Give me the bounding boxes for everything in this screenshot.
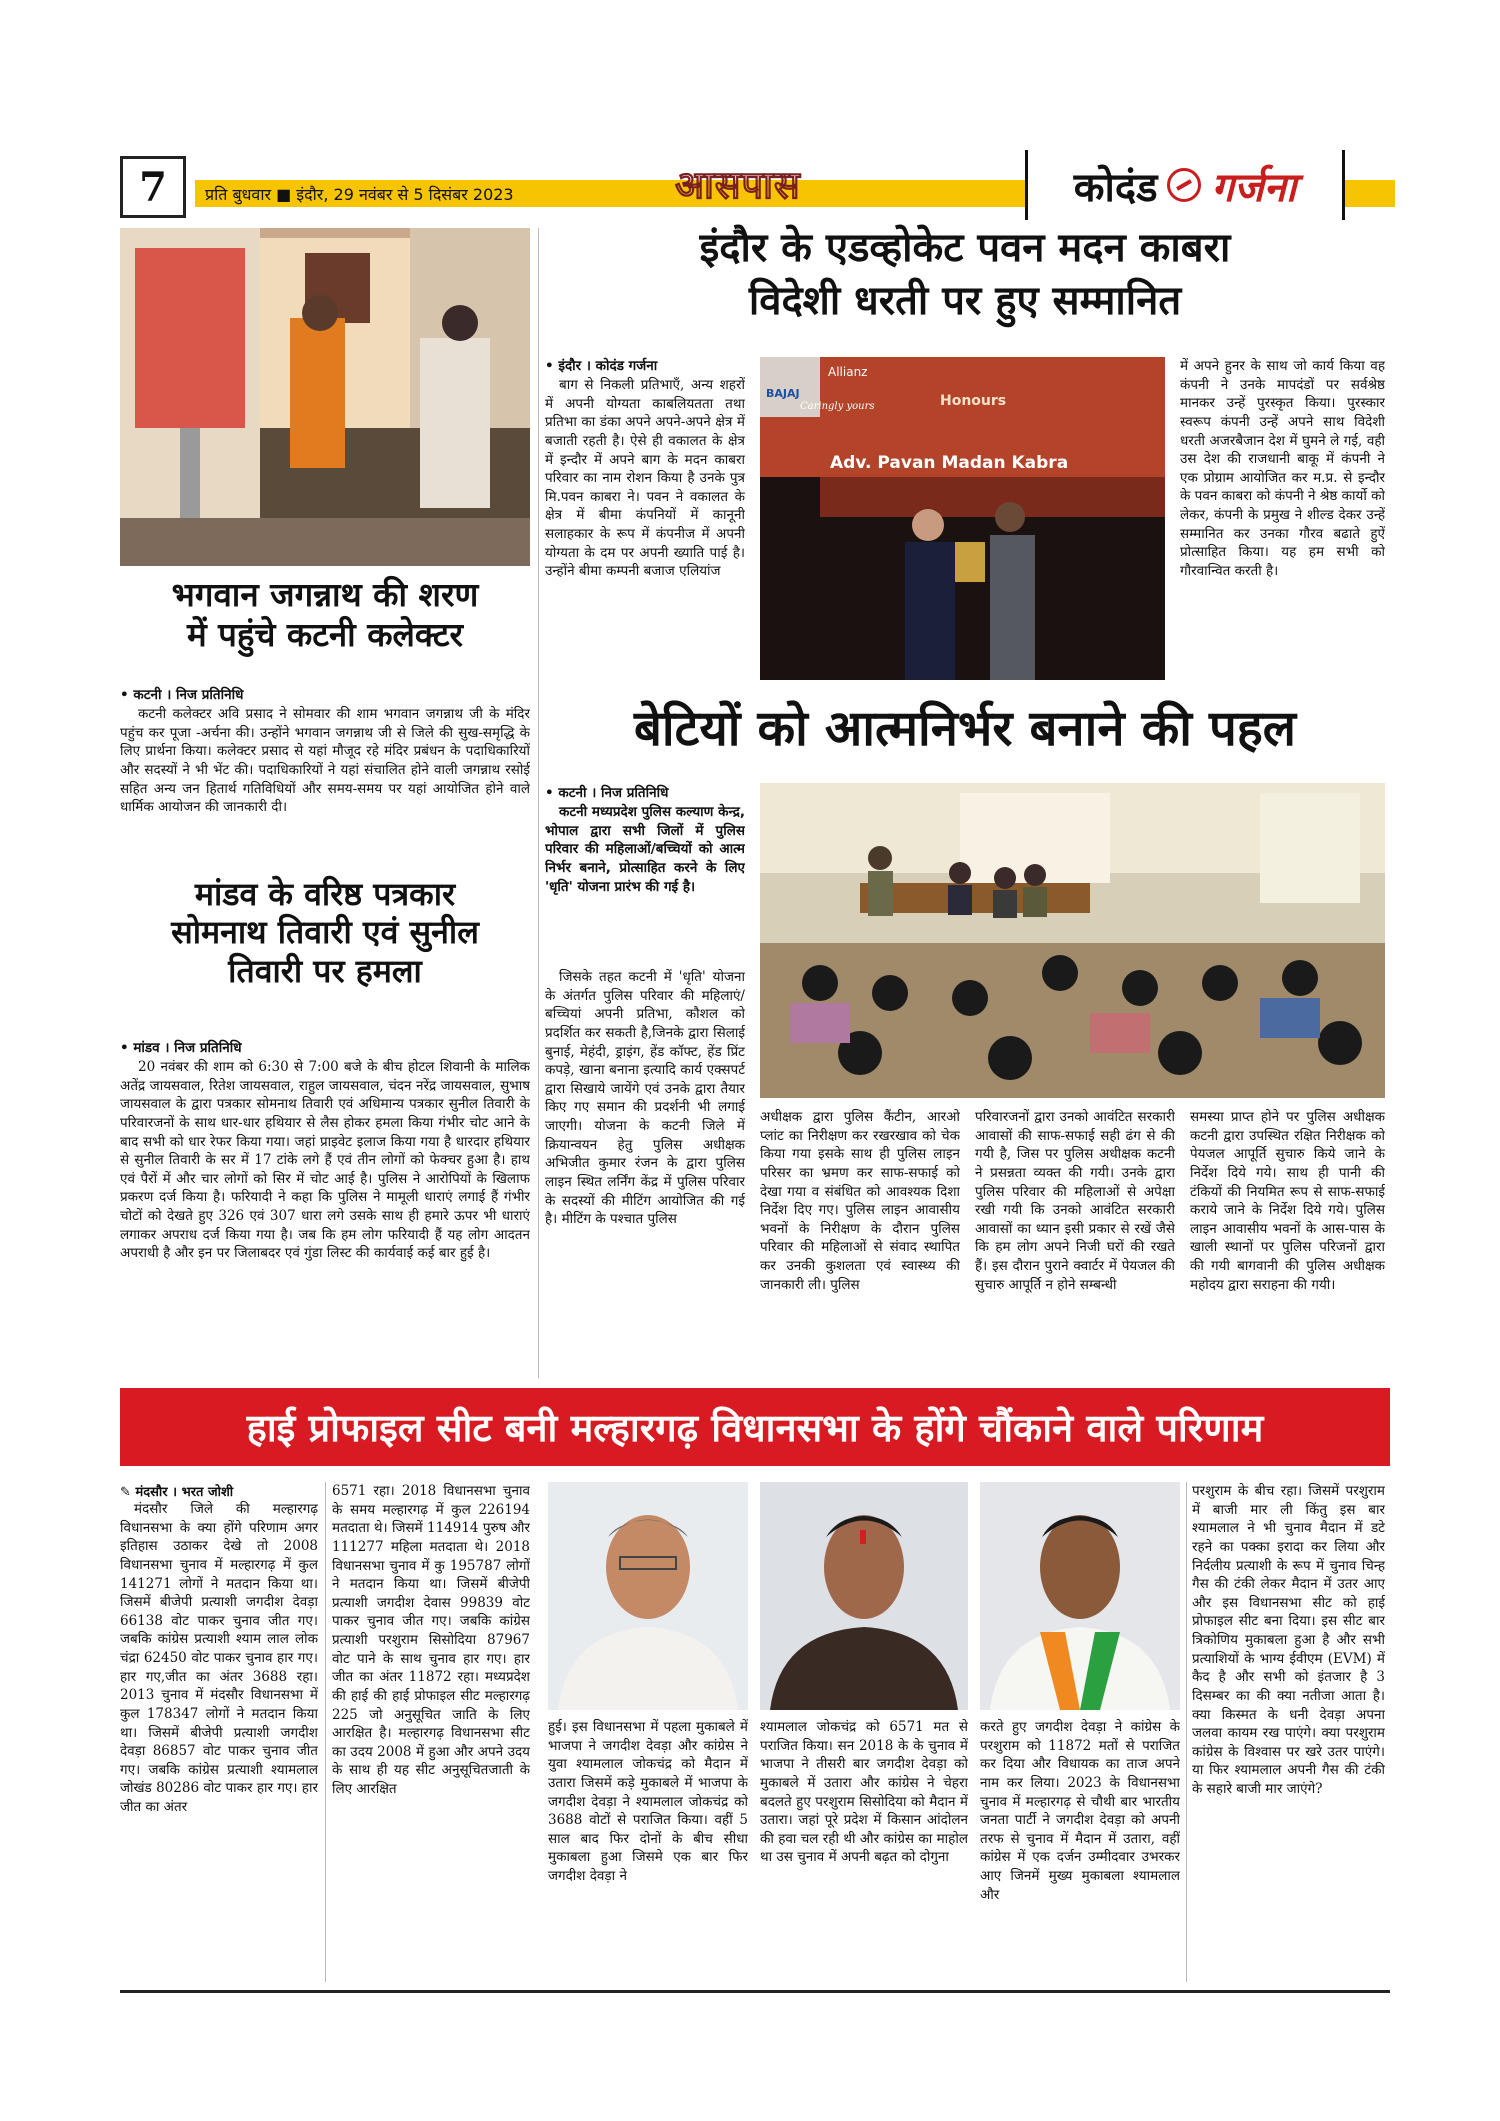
screen-name: Adv. Pavan Madan Kabra [830, 453, 1069, 473]
award-ceremony-photo [760, 357, 1165, 680]
jagannath-headline-line1: भगवान जगन्नाथ की शरण [171, 575, 479, 614]
advocate-headline-line1: इंदौर के एडव्होकेट पवन मदन काबरा [699, 225, 1231, 271]
advocate-byline: • इंदौर । कोदंड गर्जना [545, 358, 658, 374]
page-number-box [120, 156, 186, 218]
malhargarh-col5: करते हुए जगदीश देवड़ा ने कांग्रेस के परशुराम को 11872 मतों से पराजित कर दिया और विधायक का ताज अपने नाम कर लिया। 2023 के विधानसभा चुनाव में मल्हारगढ़ से चौथी बार भारतीय जनता पार्टी ने जगदीश देवड़ा को अपनी तरफ से चुनाव में मैदान में उतारा, वहीं कांग्रेस में एक दर्जन उम्मीदवार उभरकर आए जिनमें मुख्य मुकाबला श्यामलाल और [980, 1719, 1180, 1903]
column-divider [1186, 1482, 1187, 1982]
mandav-headline [120, 875, 530, 990]
malhargarh-col3: हुई। इस विधानसभा में पहला मुकाबले में भाजपा ने जगदीश देवड़ा और कांग्रेस ने युवा श्यामलाल जोकचंद्र को मैदान में उतारा जिसमें कड़े मुकाबले में भाजपा के जगदीश देवड़ा ने श्यामलाल जोकचंद्र को 3688 वोटों से पराजित किया। वहीं 5 साल बाद फिर दोनों के बीच सीधा मुकाबला हुआ जिसमे एक बार फिर जगदीश देवड़ा ने [548, 1719, 748, 1884]
jagannath-temple-photo [120, 228, 530, 566]
brand-name-part2: गर्जना [1211, 164, 1297, 211]
malhargarh-col1: मंदसौर जिले की मल्हारगढ़ विधानसभा के क्या होंगे परिणाम अगर इतिहास उठाकर देखे तो 2008 विधानसभा चुनाव में मल्हारगढ़ में कुल 141271 लोगों ने मतदान किया था। जिसमें बीजेपी प्रत्याशी जगदीश देवड़ा 66138 वोट पाकर चुनाव जीत गए। जबकि कांग्रेस प्रत्याशी श्याम लाल लोक चंद्रा 62450 वोट पाकर चुनाव हार गए। हार गए,जीत का अंतर 3688 रहा। 2013 चुनाव में मंदसौर विधानसभा में कुल 178347 लोगों ने मतदान किया था। जिसमें बीजेपी प्रत्याशी जगदीश देवड़ा 86857 वोट पाकर चुनाव जीत गए। जबकि कांग्रेस प्रत्याशी श्यामलाल जोखंड 80286 वोट पाकर हार गए। हार जीत का अंतर [120, 1501, 318, 1815]
mandav-headline-line3: तिवारी पर हमला [228, 951, 422, 990]
betiyon-col3: परिवारजनों द्वारा उनको आवंटित सरकारी आवासों की साफ-सफाई सही ढंग से की गयी है, जिस पर पुलिस अधीक्षक कटनी ने प्रसन्नता व्यक्त की गयी। उनके द्वारा पुलिस परिवार की महिलाओं से अपेक्षा रखी गयी कि उनको आवंटित सरकारी आवासों का ध्यान इसी प्रकार से रखें जैसे कि हम लोग अपने निजी घरों की रखते हैं। इस दौरान पुराने क्वार्टर में पेयजल की सुचारु आपूर्ति न होने सम्बन्धी [975, 1109, 1175, 1293]
mandav-body: 20 नवंबर की शाम को 6:30 से 7:00 बजे के बीच होटल शिवानी के मालिक अतेंद्र जायसवाल, रितेश जायसवाल, राहुल जायसवाल, चंदन नरेंद्र जायसवाल, सुभाष जायसवाल के द्वारा पत्रकार सोमनाथ तिवारी एवं अधिमान्य पत्रकार सुनील तिवारी के परिवारजनों के साथ धार-धार हथियार से लैस होकर हमला किया गंभीर चोट आने के बाद सभी को धार रेफर किया गया। जहां प्राइवेट इलाज किया गया है धारदार हथियार से सुनील तिवारी के सर में 17 टांके लगे हैं एवं तीन लोगों को फेक्चर हुआ है। हाथ एवं पैरों में और चार लोगों को सिर में चोट आई है। पुलिस ने आरोपियों के खिलाफ प्रकरण दर्ज किया है। फरियादी ने कहा कि पुलिस ने मामूली धाराएं लगाई हैं गंभीर चोटों को देखते हुए 326 एवं 307 धारा लगे उसके साथ ही हमारे ऊपर भी धाराएं लगाकर अपराध दर्ज किया गया है। जब कि हम लोग फरियादी हैं यह लोग आदतन अपराधी है और इन पर जिलाबदर एवं गुंडा लिस्ट की कार्यवाई कई बार हुई है। [120, 1059, 530, 1262]
malhargarh-byline-text: मंदसौर । भरत जोशी [135, 1485, 234, 1500]
betiyon-headline: बेटियों को आत्मनिर्भर बनाने की पहल [633, 700, 1297, 757]
screen-logo-bajaj: BAJAJ [766, 387, 800, 400]
malhargarh-col4: श्यामलाल जोकचंद्र को 6571 मत से पराजित किया। सन 2018 के के चुनाव में भाजपा ने तीसरी बार जगदीश देवड़ा को मुकाबले में उतारा और कांग्रेस ने चेहरा बदलते हुए परशुराम सिसोदिया को मैदान में उतारा। जहां पूरे प्रदेश में किसान आंदोलन की हवा चल रही थी और कांग्रेस का माहोल था उस चुनाव में अपनी बढ़त को दोगुना [760, 1719, 968, 1866]
malhargarh-byline [120, 1482, 233, 1500]
betiyon-byline: • कटनी । निज प्रतिनिधि [545, 785, 669, 801]
jagannath-headline-line2: में पहुंचे कटनी कलेक्टर [186, 614, 464, 654]
advocate-headline-line2: विदेशी धरती पर हुए सम्मानित [748, 277, 1182, 324]
column-divider [325, 1482, 326, 1982]
advocate-col1: बाग से निकली प्रतिभाएँ, अन्य शहरों में अपनी योग्यता काबलियतता तथा प्रतिभा का डंका अपने अपने-अपने क्षेत्र में बजाती रहती है। ऐसे ही वकालत के क्षेत्र में इन्दौर में अपने बाग के मदन काबरा परिवार का नाम रोशन किया है उनके पुत्र मि.पवन काबरा ने। पवन ने वकालत के क्षेत्र में बीमा कंपनियों में कानूनी सलाहकार के रूप में कंपनीज में अपनी योग्यता के दम पर अपनी ख्याति पाई है। उन्होंने बीमा कम्पनी बजाज एलियांज [545, 377, 745, 580]
advocate-headline [545, 222, 1385, 328]
betiyon-col4: समस्या प्राप्त होने पर पुलिस अधीक्षक कटनी द्वारा उपस्थित रक्षित निरीक्षक को पेयजल आपूर्ति सुचारु किये जाने के निर्देश दिये गये। साथ ही पानी की टंकियों की नियमित रूप से साफ-सफाई कराये जाने के निर्देश दिये गये। पुलिस लाइन आवासीय भवनों के आस-पास के खाली स्थानों पर पुलिस परिजनों द्वारा की गयी बागवानी की पुलिस अधीक्षक महोदय द्वारा सराहना की गयी। [1190, 1109, 1385, 1293]
newspaper-logo [1025, 150, 1345, 220]
mandav-byline: • मांडव । निज प्रतिनिधि [120, 1040, 242, 1056]
malhargarh-headline-bar [120, 1388, 1390, 1466]
jagannath-body: कटनी कलेक्टर अवि प्रसाद ने सोमवार की शाम भगवान जगन्नाथ जी के मंदिर पहुंच कर पूजा -अर्चना की। उन्होंने भगवान जगन्नाथ जी से जिले की सुख-समृद्धि के लिए प्रार्थना किया। कलेक्टर प्रसाद से यहां मौजूद रहे मंदिर प्रबंधन के पदाधिकारियों और सदस्यों ने भी भेंट की। पदाधिकारियों ने यहां संचालित होने वाली जगन्नाथ रसोई सहित अन्य जन हितार्थ गतिविधियों और समय-समय पर यहां आयोजित होने वाले धार्मिक आयोजन की जानकारी दी। [120, 706, 530, 816]
brand-name-part1: कोदंड [1073, 164, 1158, 211]
screen-heading: Honours [940, 393, 1007, 409]
screen-logo-allianz: Allianz [828, 365, 868, 379]
screen-tagline: Caringly yours [800, 401, 875, 412]
jagannath-headline [120, 575, 530, 654]
page-number: 7 [139, 163, 167, 211]
malhargarh-col2: 6571 रहा। 2018 विधानसभा चुनाव के समय मल्हारगढ़ में कुल 226194 मतदाता थे। जिसमें 114914 पुरुष और 111277 महिला मतदाता थे। 2018 विधानसभा चुनाव में कु 195787 लोगों ने मतदान किया था। जिसमें बीजेपी प्रत्याशी जगदीश देवास 99839 वोट पाकर चुनाव जीत गए। जबकि कांग्रेस प्रत्याशी परशुराम सिसोदिया 87967 वोट पाने के साथ चुनाव हार गए। हार जीत का अंतर 11872 रहा। मध्यप्रदेश की हाई की हाई प्रोफाइल सीट मल्हारगढ़ 225 जो अनुसूचित जाति के लिए आरक्षित है। मल्हारगढ़ विधानसभा सीट का उदय 2008 में हुआ और अपने उदय के साथ ही यह सीट अनुसूचितजाती के लिए आरक्षित [332, 1483, 530, 1797]
candidate-photo-jagdish-devda [548, 1482, 748, 1710]
betiyon-col2: अधीक्षक द्वारा पुलिस कैंटीन, आरओ प्लांट का निरीक्षण कर रखरखाव को चेक किया गया इसके साथ ही पुलिस लाइन परिसर का भ्रमण कर साफ-सफाई को देखा गया व संबंधित को आवश्यक दिशा निर्देश दिए गए। पुलिस लाइन आवासीय भवनों के निरीक्षण के दौरान पुलिस परिवार की महिलाओं से संवाद स्थापित कर उनकी कुशलता एवं स्वास्थ्य की जानकारी ली। पुलिस [760, 1109, 960, 1293]
dateline: प्रति बुधवार ■ इंदौर, 29 नवंबर से 5 दिसंबर 2023 [205, 185, 514, 204]
betiyon-col1: जिसके तहत कटनी में 'धृति' योजना के अंतर्गत पुलिस परिवार की महिलाएं/बच्चियां अपनी प्रतिभा, कौशल को प्रदर्शित कर सकती है,जिनके द्वारा सिलाई बुनाई, मेहंदी, ड्राइंग, हेंड कॉफ्ट, हेंड प्रिंट कपड़े, खाना बनाना इत्यादि कार्य एक्सपर्ट द्वारा सिखाये जायेंगे एवं उनके द्वारा तैयार किए गए समान की प्रदर्शनी भी लगाई जाएगी। योजना के कटनी जिले में क्रियान्वयन हेतु पुलिस अधीक्षक अभिजीत कुमार रंजन के द्वारा पुलिस लाइन स्थित लर्निंग केंद्र में पुलिस परिवार के सदस्यों की मीटिंग आयोजित की गई है। मीटिंग के पश्चात पुलिस [545, 969, 745, 1228]
pen-icon: ✎ [120, 1485, 131, 1500]
betiyon-lead: कटनी मध्यप्रदेश पुलिस कल्याण केन्द्र, भोपाल द्वारा सभी जिलों में पुलिस परिवार की महिलाओं/बच्चियों को आत्म निर्भर बनाने, प्रोत्साहित करने के लिए 'धृति' योजना प्रारंभ की गई है। [545, 804, 745, 895]
police-meeting-photo [760, 783, 1385, 1098]
malhargarh-col6: परशुराम के बीच रहा। जिसमें परशुराम में बाजी मार ली किंतु इस बार श्यामलाल ने भी चुनाव मैदान में डटे रहने का पक्का इरादा कर लिया और निर्दलीय प्रत्याशी के रूप में चुनाव चिन्ह गैस की टंकी लेकर मैदान में उतर आए और इस विधानसभा सीट को हाई प्रोफाइल सीट बना दिया। इस सीट बार त्रिकोणिय मुकाबला हुआ है और सभी प्रत्याशियों के भाग्य ईवीएम (EVM) में कैद है और सभी को इंतजार है 3 दिसम्बर का की क्या नतीजा आता है। क्या किस्मत के धनी देवड़ा अपना जलवा कायम रख पाएंगे। क्या परशुराम कांग्रेस के विश्वास पर खरे उतर पाएंगे। या फिर श्यामलाल अपनी गैस की टंकी के सहारे बाजी मार जाएंगे? [1192, 1483, 1385, 1797]
malhargarh-headline: हाई प्रोफाइल सीट बनी मल्हारगढ़ विधानसभा के होंगे चौंकाने वाले परिणाम [246, 1406, 1264, 1450]
jagannath-byline: • कटनी । निज प्रतिनिधि [120, 687, 244, 703]
advocate-col2: में अपने हुनर के साथ जो कार्य किया वह कंपनी ने उनके मापदंडों पर सर्वश्रेष्ठ मानकर उन्हें पुरस्कृत किया। पुरस्कार स्वरूप कंपनी उन्हें अपने साथ विदेशी धरती अजरबैजान देश में घुमने ले गई, वही उस देश की राजधानी बाकू में कंपनी ने एक प्रोग्राम आयोजित कर म.प्र. से इन्दौर के पवन काबरा को कंपनी ने श्रेष्ठ कार्यो को लेकर, कंपनी के प्रमुख ने शील्ड देकर उन्हें सम्मानित कर उनका गौरव बढाते हुऐं प्रोत्साहित किया। यह हम सभी को गौरवान्वित करती है। [1180, 358, 1385, 579]
mandav-headline-line2: सोमनाथ तिवारी एवं सुनील [171, 913, 479, 952]
section-title: आसपास [675, 163, 801, 207]
column-divider [538, 228, 539, 1378]
candidate-photo-parshuram [980, 1482, 1180, 1710]
candidate-photo-shyamlal [760, 1482, 968, 1710]
bottom-rule [120, 1990, 1390, 1993]
mandav-headline-line1: मांडव के वरिष्ठ पत्रकार [194, 875, 456, 913]
bow-arrow-icon [1167, 168, 1201, 202]
